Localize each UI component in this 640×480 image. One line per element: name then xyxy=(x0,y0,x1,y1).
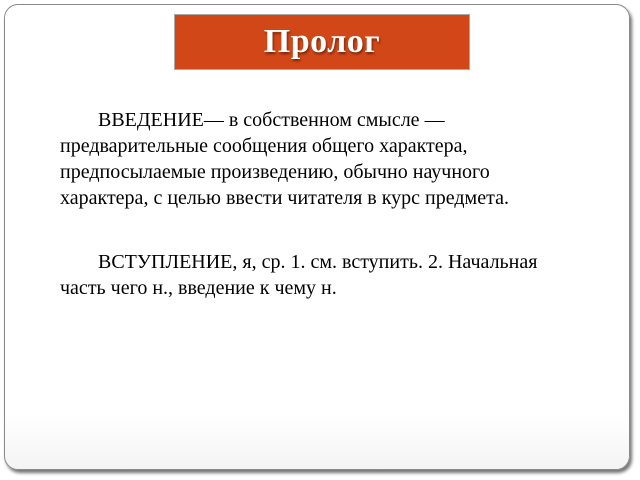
slide-title: Пролог xyxy=(263,23,381,60)
title-banner xyxy=(174,14,470,70)
paragraph-vstuplenie: ВСТУПЛЕНИЕ, я, ср. 1. см. вступить. 2. Начальная часть чего н., введение к чему н. xyxy=(60,251,538,299)
slide-body xyxy=(60,107,580,301)
paragraph-introduction: ВВЕДЕНИЕ— в собственном смысле — предварительные сообщения общего характера, предпосылаемые произведению, обычно научного характера, с целью ввести читателя в курс предмета. xyxy=(60,109,509,209)
